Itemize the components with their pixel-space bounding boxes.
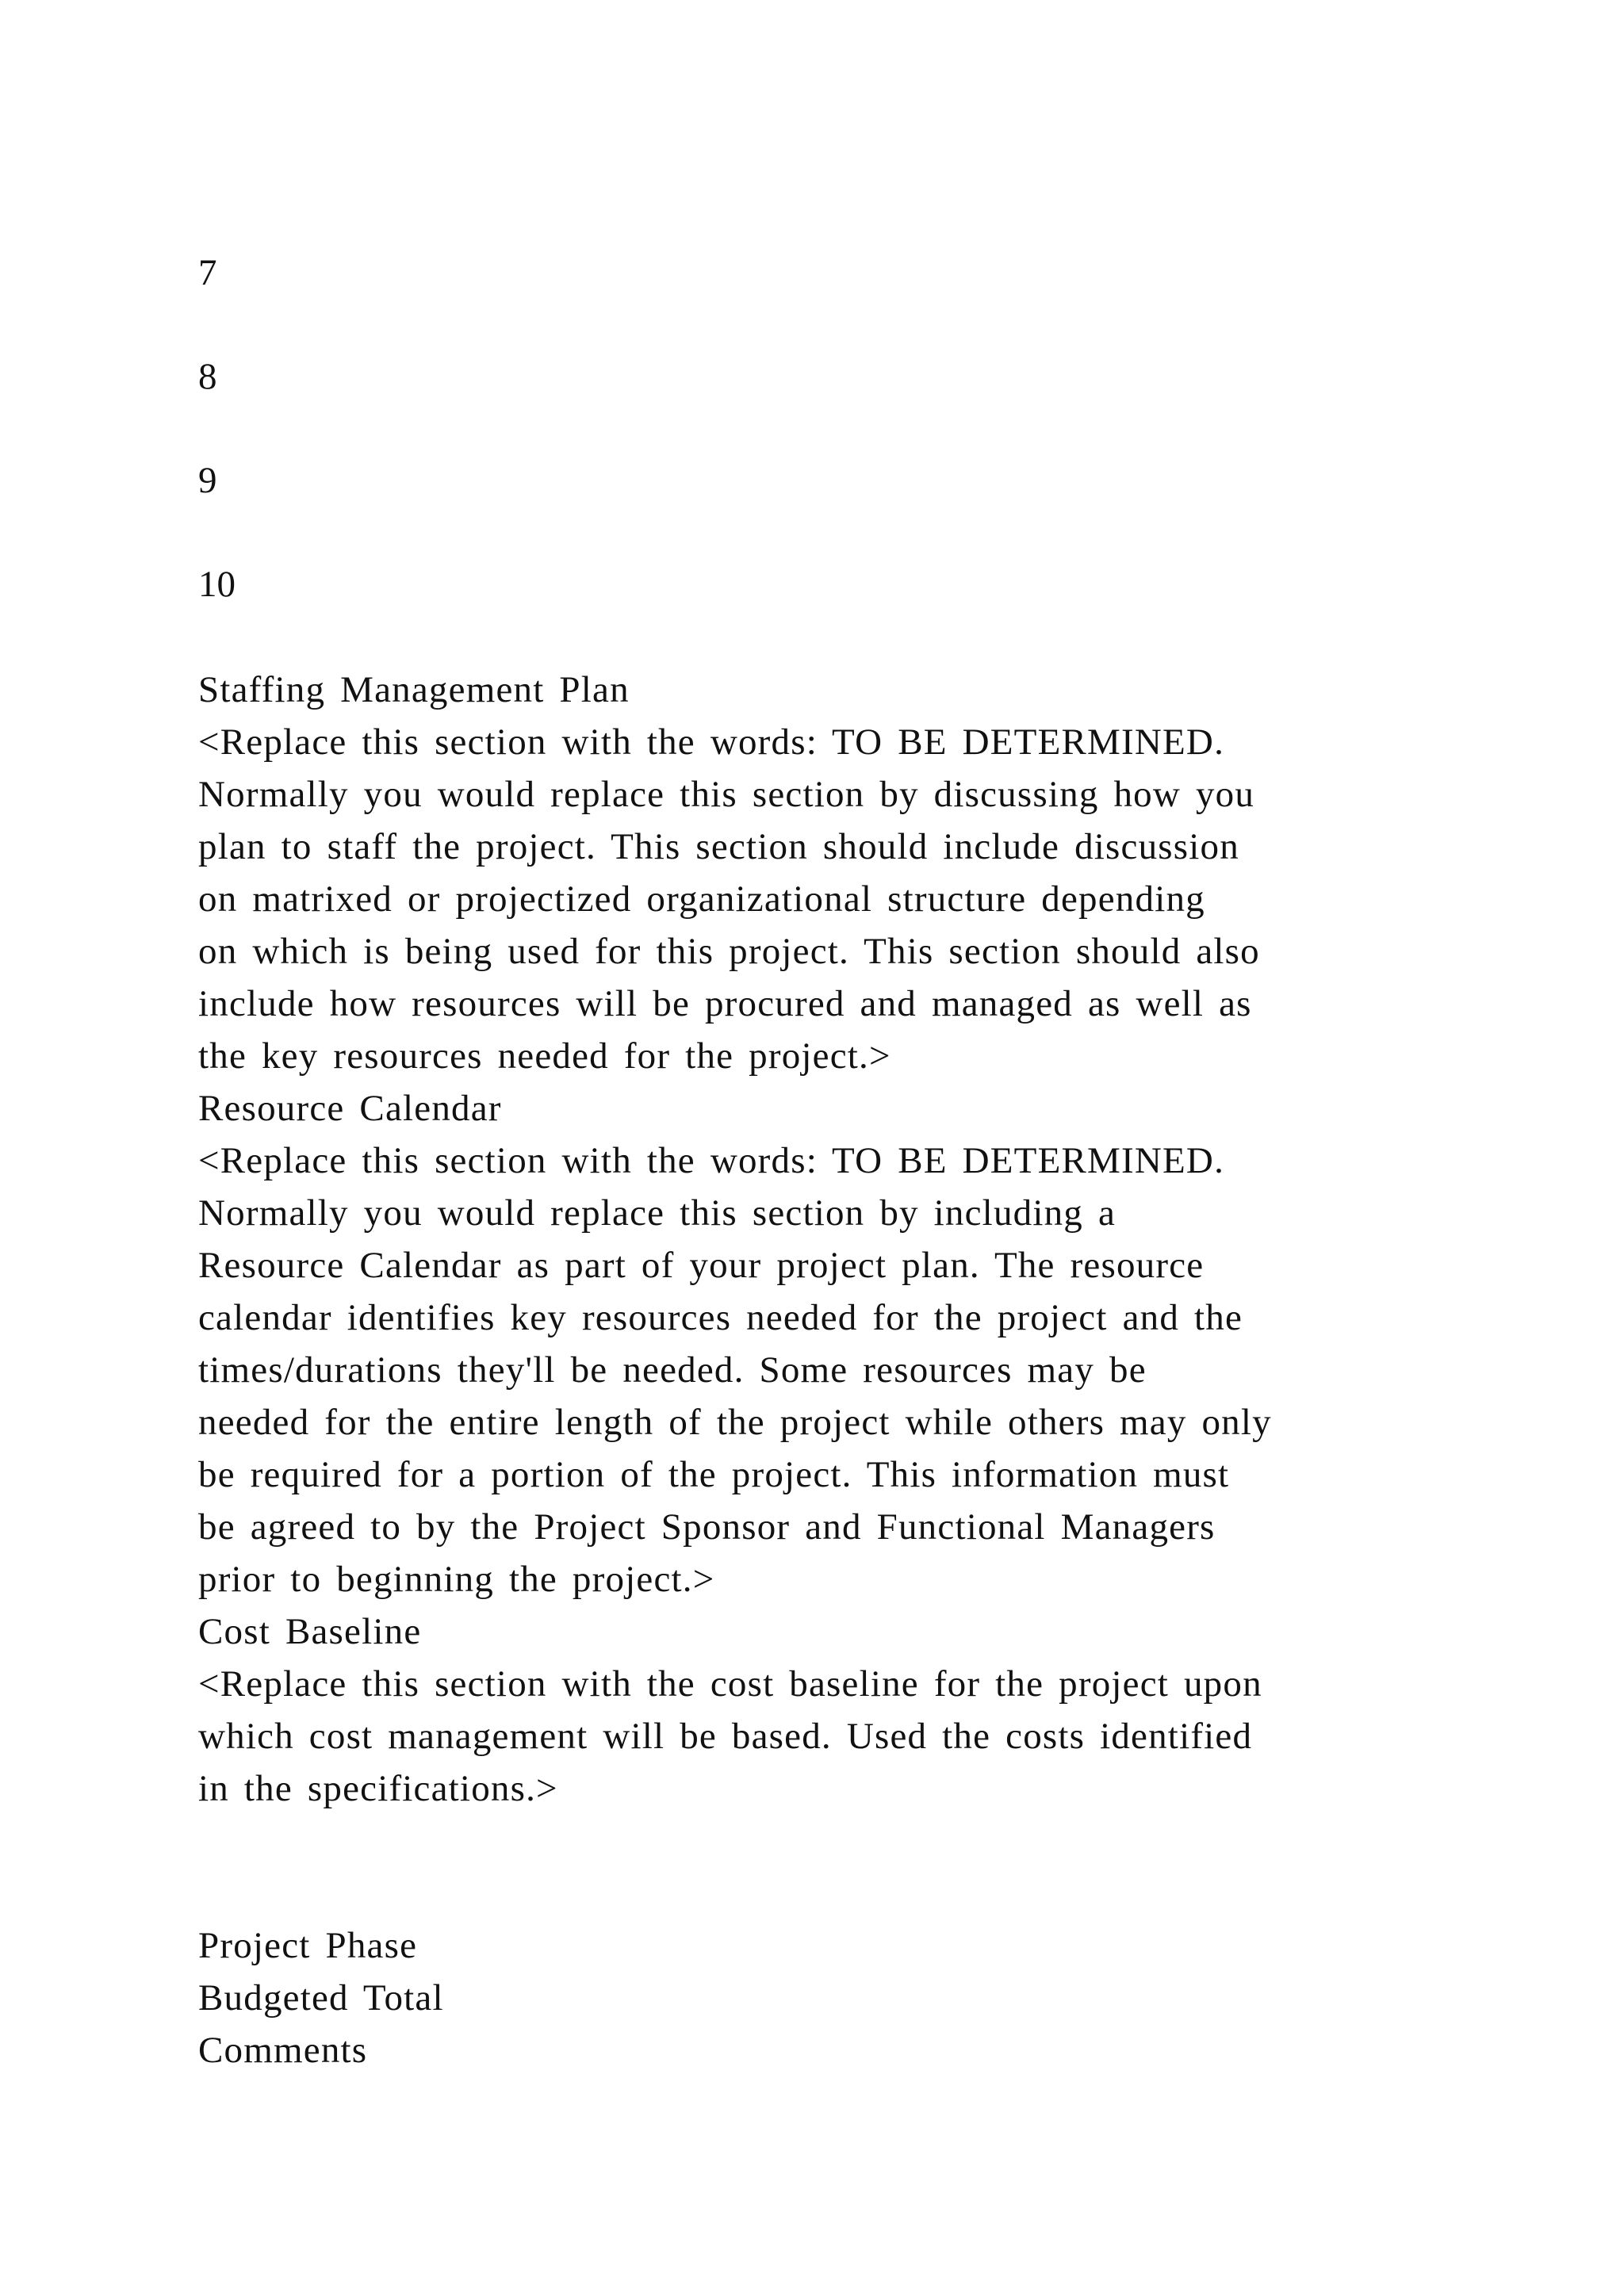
resource-calendar-text-line: be required for a portion of the project. This information must bbox=[198, 1454, 1230, 1495]
staffing-text-line: Normally you would replace this section by discussing how you bbox=[198, 774, 1255, 815]
list-number: 8 bbox=[198, 356, 217, 397]
staffing-text-line: on which is being used for this project. This section should also bbox=[198, 931, 1260, 972]
staffing-text-line: plan to staff the project. This section should include discussion bbox=[198, 826, 1239, 867]
table-header-budgeted-total: Budgeted Total bbox=[198, 1977, 444, 2019]
list-number: 7 bbox=[198, 252, 217, 293]
table-header-comments: Comments bbox=[198, 2030, 368, 2071]
staffing-text-line: the key resources needed for the project.> bbox=[198, 1035, 891, 1077]
list-number: 9 bbox=[198, 460, 217, 501]
staffing-text-line: <Replace this section with the words: TO BE DETERMINED. bbox=[198, 721, 1225, 763]
resource-calendar-text-line: prior to beginning the project.> bbox=[198, 1559, 715, 1600]
resource-calendar-heading: Resource Calendar bbox=[198, 1088, 502, 1129]
resource-calendar-text-line: needed for the entire length of the project while others may only bbox=[198, 1402, 1272, 1443]
staffing-text-line: on matrixed or projectized organizational structure depending bbox=[198, 878, 1205, 920]
resource-calendar-text-line: be agreed to by the Project Sponsor and Functional Managers bbox=[198, 1506, 1216, 1548]
staffing-text-line: include how resources will be procured and managed as well as bbox=[198, 983, 1252, 1024]
resource-calendar-text-line: Resource Calendar as part of your project plan. The resource bbox=[198, 1245, 1205, 1286]
cost-baseline-heading: Cost Baseline bbox=[198, 1611, 422, 1652]
cost-baseline-text-line: <Replace this section with the cost baseline for the project upon bbox=[198, 1663, 1262, 1705]
resource-calendar-text-line: <Replace this section with the words: TO BE DETERMINED. bbox=[198, 1140, 1225, 1181]
cost-baseline-text-line: in the specifications.> bbox=[198, 1768, 558, 1809]
resource-calendar-text-line: calendar identifies key resources needed for the project and the bbox=[198, 1297, 1243, 1338]
table-header-project-phase: Project Phase bbox=[198, 1925, 418, 1966]
resource-calendar-text-line: times/durations they'll be needed. Some resources may be bbox=[198, 1349, 1147, 1391]
resource-calendar-text-line: Normally you would replace this section by including a bbox=[198, 1192, 1116, 1234]
staffing-heading: Staffing Management Plan bbox=[198, 669, 630, 710]
cost-baseline-text-line: which cost management will be based. Used the costs identified bbox=[198, 1716, 1253, 1757]
list-number: 10 bbox=[198, 564, 236, 605]
